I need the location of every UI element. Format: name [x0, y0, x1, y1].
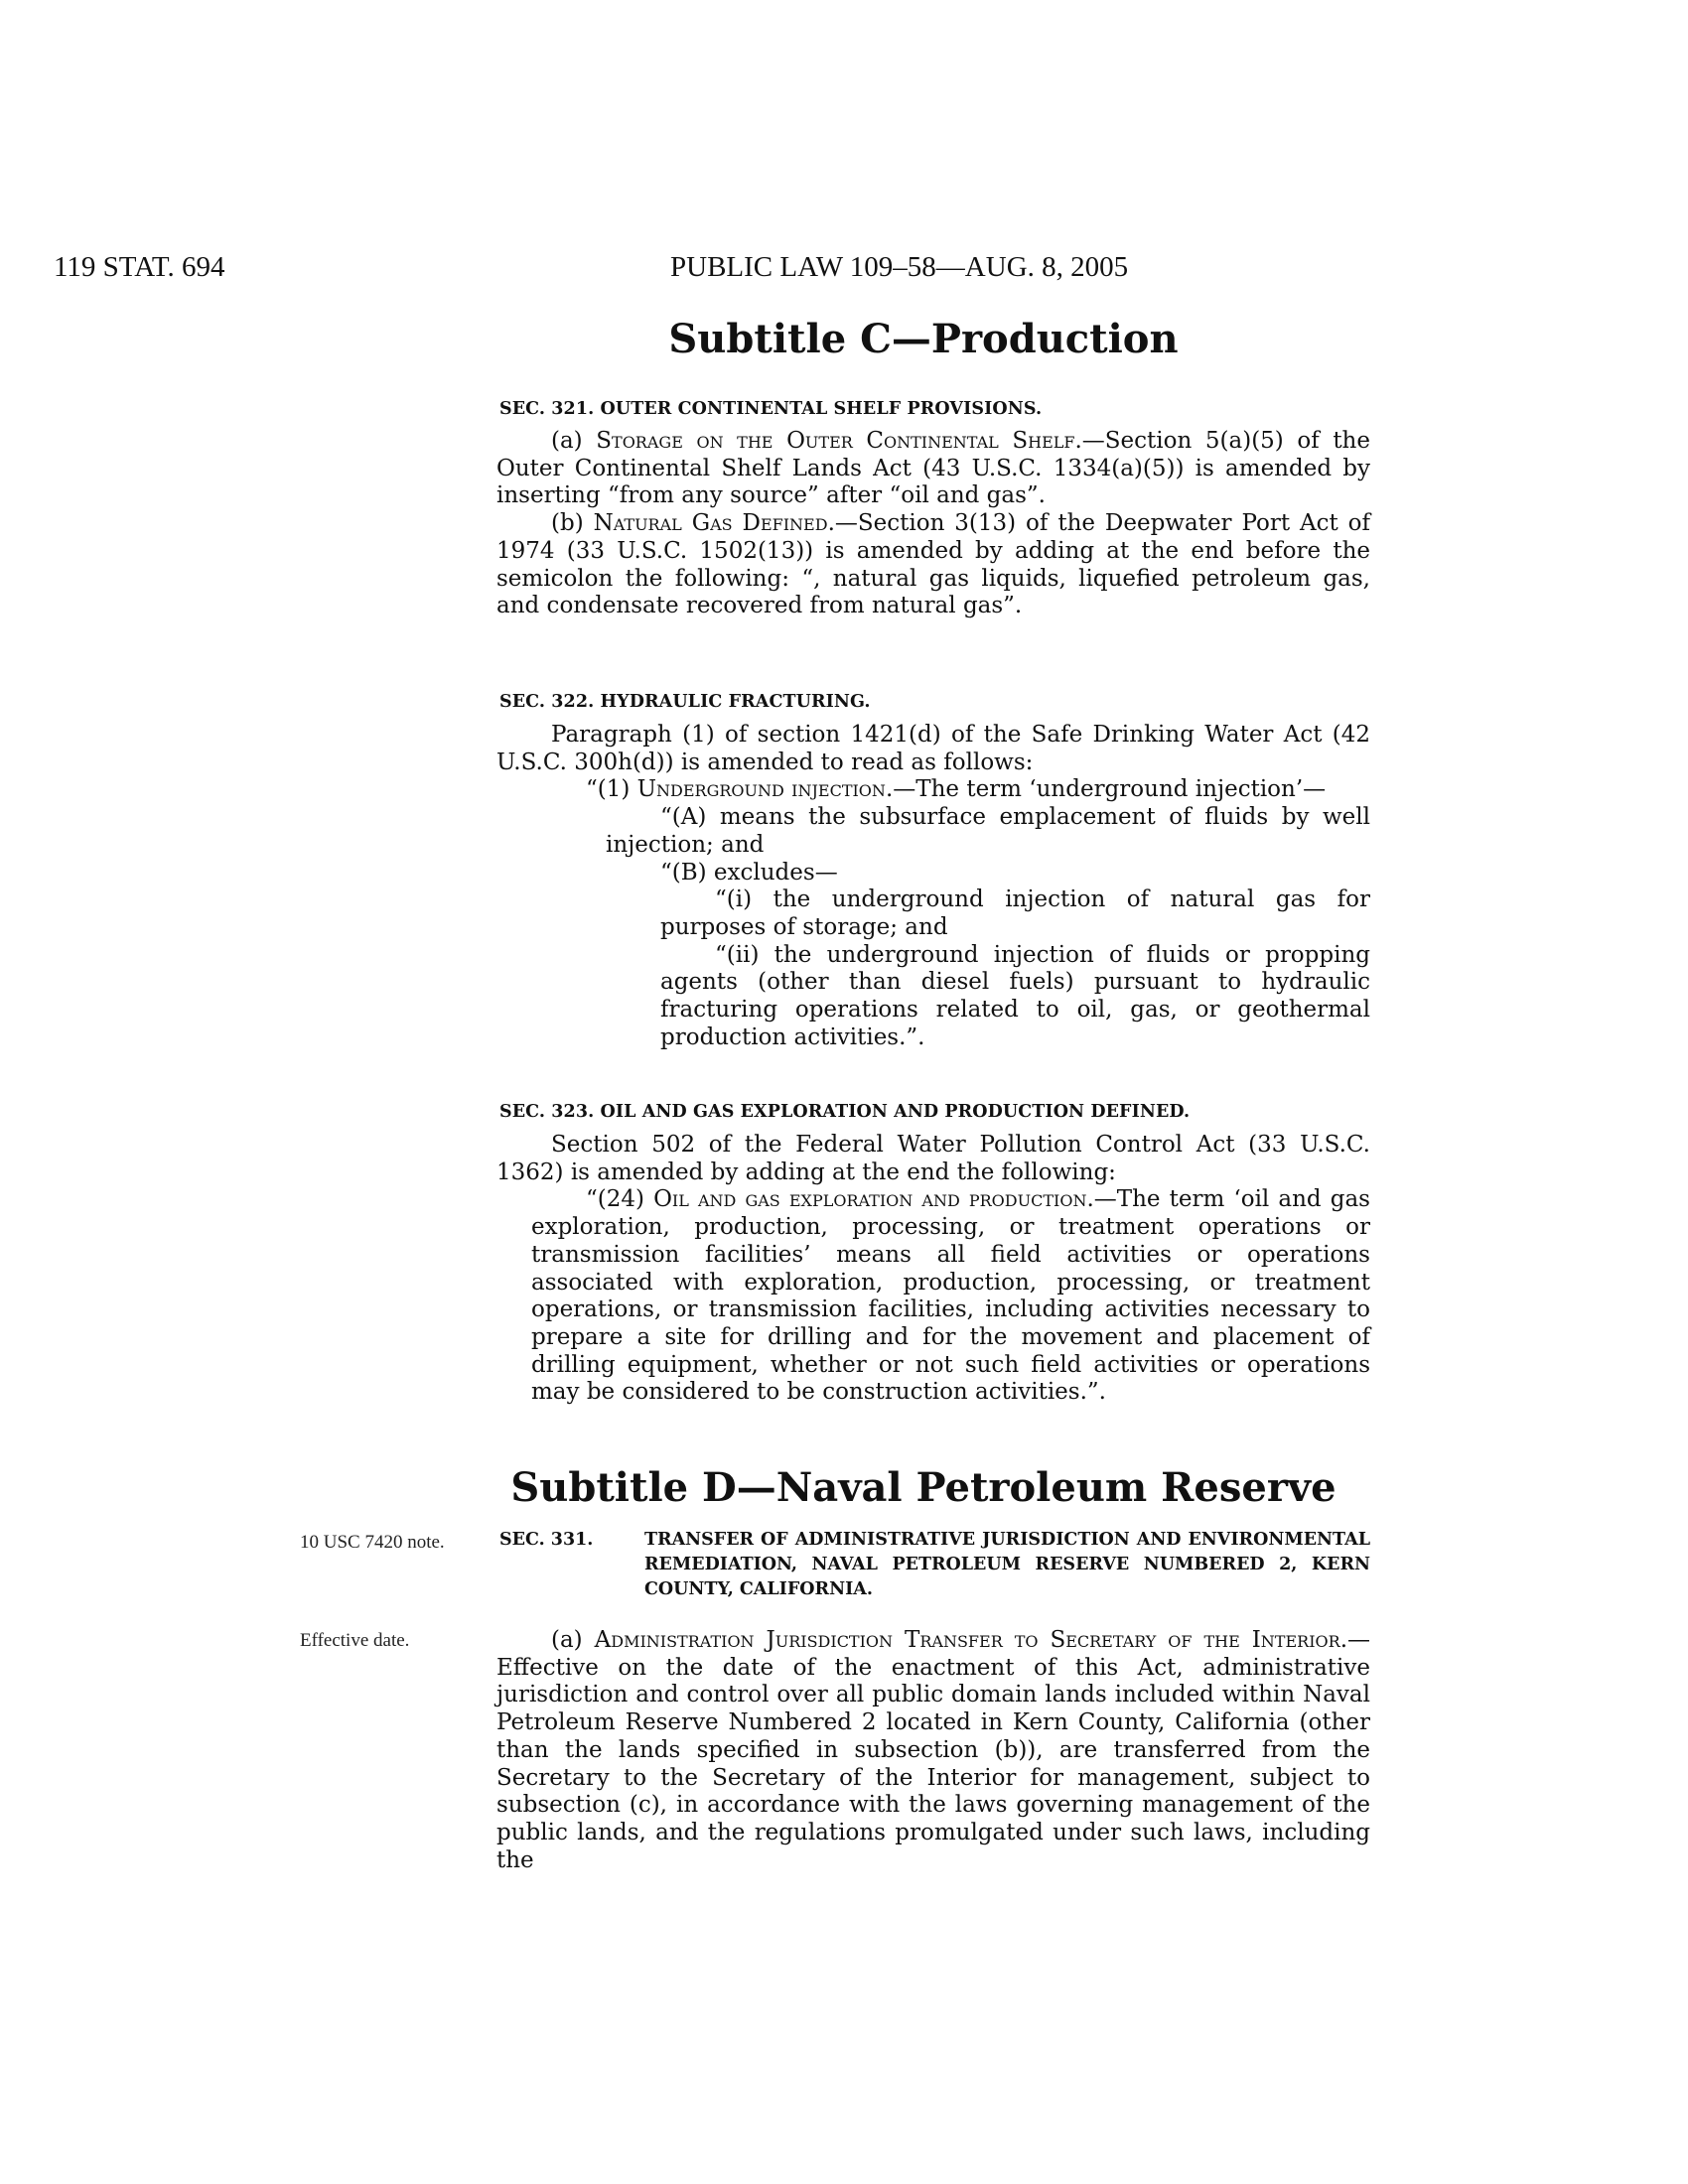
section-323-heading: SEC. 323. OIL AND GAS EXPLORATION AND PRODUCTION DEFINED.: [499, 1102, 1191, 1122]
section-321-subsection-a: [496, 428, 1370, 510]
margin-note-effective-date: Effective date.: [300, 1630, 410, 1651]
section-322-intro: Paragraph (1) of section 1421(d) of the Safe Drinking Water Act (42 U.S.C. 300h(d)) is amended to read as follows:: [496, 722, 1370, 775]
subsection-caption: Storage on the Outer Continental Shelf: [596, 428, 1075, 454]
section-331-title: TRANSFER OF ADMINISTRATIVE JURISDICTION AND ENVIRONMENTAL REMEDIATION, NAVAL PETROLEUM RESERVE NUMBERED 2, KERN COUNTY, CALIFORNIA.: [644, 1530, 1370, 1599]
section-331-heading: [499, 1528, 1370, 1602]
section-321-subsection-b: [496, 510, 1370, 620]
subparagraph-a: “(A) means the subsurface emplacement of fluids by well injection; and: [606, 804, 1370, 858]
page-stat-number: 119 STAT. 694: [54, 251, 225, 283]
subsection-caption: Natural Gas Defined: [593, 510, 828, 537]
subparagraph-b: “(B) excludes—: [660, 859, 838, 886]
section-322-body: [496, 722, 1370, 1051]
paragraph-text: .—The term ‘oil and gas exploration, production, processing, or treatment operations or transmission facilities’ means all field activities or operations associated with exploration, production, processing, or treatment operations, or transmission facilities, including activities necessary to prepare a site for drilling and for the movement and placement of drilling equipment, whether or not such field activities or operations may be considered to be construction activities.”.: [531, 1186, 1370, 1406]
paragraph-24: [531, 1186, 1370, 1407]
subtitle-d-heading: Subtitle D—Naval Petroleum Reserve: [510, 1464, 1336, 1511]
section-321-body: [496, 428, 1370, 620]
paragraph-label: “(24): [586, 1186, 654, 1213]
subsection-label: (b): [551, 510, 594, 537]
paragraph-caption: Oil and gas exploration and production: [653, 1186, 1087, 1213]
subsection-caption: Administration Jurisdiction Transfer to Secretary of the Interior: [594, 1627, 1340, 1653]
paragraph-text: .—The term ‘underground injection’—: [885, 776, 1327, 803]
section-331-subsection-a: [496, 1627, 1370, 1874]
section-331-number: SEC. 331.: [499, 1530, 594, 1550]
subsection-label: (a): [551, 1627, 595, 1653]
running-header: PUBLIC LAW 109–58—AUG. 8, 2005: [670, 251, 1129, 283]
section-321-heading: SEC. 321. OUTER CONTINENTAL SHELF PROVISIONS.: [499, 399, 1043, 419]
paragraph-caption: Underground injection: [636, 776, 886, 803]
subsection-text: .—Effective on the date of the enactment of this Act, administrative jurisdiction and control over all public domain lands included within Naval Petroleum Reserve Numbered 2 located in Kern County, California (other than the lands specified in subsection (b)), are transferred from the Secretary to the Secretary of the Interior for management, subject to subsection (c), in accordance with the laws governing management of the public lands, and the regulations promulgated under such laws, including the: [496, 1627, 1370, 1873]
margin-note-usc: 10 USC 7420 note.: [300, 1532, 445, 1553]
paragraph-label: “(1): [586, 776, 637, 803]
section-323-intro: Section 502 of the Federal Water Pollution Control Act (33 U.S.C. 1362) is amended by adding at the end the following:: [496, 1132, 1370, 1185]
subsection-text: .—Section 5(a)(5) of the Outer Continental Shelf Lands Act (43 U.S.C. 1334(a)(5)) is amended by inserting “from any source” after “oil and gas”.: [496, 428, 1370, 509]
section-331-body: [496, 1627, 1370, 1874]
section-323-body: [496, 1132, 1370, 1407]
paragraph-1: [531, 776, 1370, 804]
clause-ii: “(ii) the underground injection of fluids or propping agents (other than diesel fuels) pursuant to hydraulic fracturing operations related to oil, gas, or geothermal production activities.”.: [660, 941, 1370, 1050]
subtitle-c-heading: Subtitle C—Production: [668, 316, 1179, 362]
clause-i: “(i) the underground injection of natural gas for purposes of storage; and: [660, 887, 1370, 940]
subsection-text: .—Section 3(13) of the Deepwater Port Act of 1974 (33 U.S.C. 1502(13)) is amended by adding at the end before the semicolon the following: “, natural gas liquids, liquefied petroleum gas, and condensate recovered from natural gas”.: [496, 510, 1371, 619]
section-322-heading: SEC. 322. HYDRAULIC FRACTURING.: [499, 692, 871, 712]
subsection-label: (a): [551, 428, 597, 454]
